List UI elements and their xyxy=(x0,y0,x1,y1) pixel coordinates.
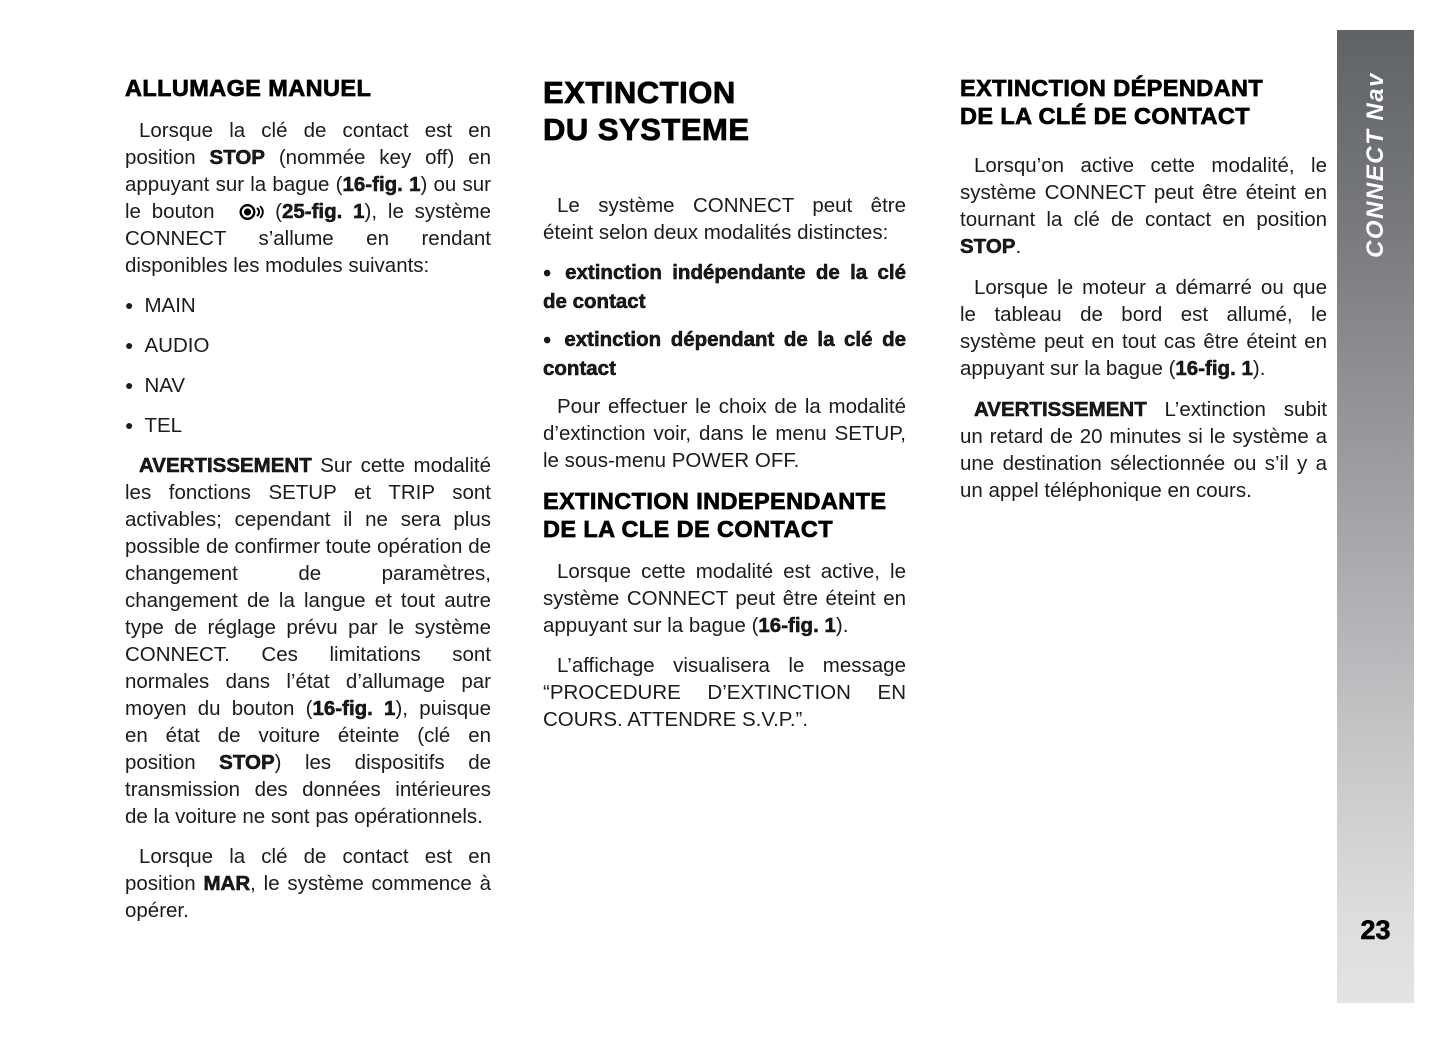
list-item-extinction-dependant: ● extinction dépendant de la clé de contact xyxy=(543,328,906,380)
paragraph-choix-modalite: Pour effectuer le choix de la modalité d’extinction voir, dans le menu SETUP, le sous-menu POWER OFF. xyxy=(543,395,906,472)
list-item-tel: ● TEL xyxy=(125,414,183,437)
column-extinction-dependant xyxy=(960,74,1327,517)
section-heading-extinction-du-systeme: EXTINCTION DU SYSTEME xyxy=(543,75,750,147)
section-heading-extinction-dependant: EXTINCTION DÉPENDANT DE LA CLÉ DE CONTACT xyxy=(960,75,1264,129)
bullet-icon: ● xyxy=(125,377,134,393)
bullet-icon: ● xyxy=(125,417,134,433)
list-item-nav: ● NAV xyxy=(125,374,186,397)
paragraph-cle-mar: Lorsque la clé de contact est en position MAR, le système commence à opérer. xyxy=(125,845,491,922)
paragraph-deux-modalites: Le système CONNECT peut être éteint selon deux modalités distinctes: xyxy=(543,194,906,244)
paragraph-moteur-demarre: Lorsque le moteur a démarré ou que le tableau de bord est allumé, le système peut en tout cas être éteint en appuyant sur la bague (16-fig. 1). xyxy=(960,276,1327,380)
paragraph-message-affichage: L’affichage visualisera le message “PROCEDURE D’EXTINCTION EN COURS. ATTENDRE S.V.P.”. xyxy=(543,654,906,731)
paragraph-tournant-cle: Lorsqu’on active cette modalité, le système CONNECT peut être éteint en tournant la clé de contact en position STOP. xyxy=(960,154,1327,258)
bullet-icon: ● xyxy=(125,337,134,353)
bullet-icon: ● xyxy=(543,331,556,347)
side-tab-label: CONNECT Nav xyxy=(1361,72,1389,258)
section-heading-extinction-independante: EXTINCTION INDEPENDANTE DE LA CLE DE CONTACT xyxy=(543,488,887,542)
paragraph-avertissement-modalite: AVERTISSEMENT Sur cette modalité les fonctions SETUP et TRIP sont activables; cependant il ne sera plus possible de confirmer toute opération de changement de paramètres, changement de la langue et tout autre type de réglage prévu par le système CONNECT. Ces limitations sont normales dans l’état d’allumage par moyen du bouton (16-fig. 1), puisque en état de voiture éteinte (clé en position STOP) les dispositifs de transmission des données intérieures de la voiture ne sont pas opérationnels. xyxy=(125,454,492,828)
page-number: 23 xyxy=(1360,915,1391,945)
column-allumage-manuel xyxy=(125,74,491,937)
side-tab xyxy=(1337,30,1414,1003)
list-item-extinction-independante: ● extinction indépendante de la clé de contact xyxy=(543,261,906,313)
list-item-audio: ● AUDIO xyxy=(125,334,210,357)
paragraph-avertissement-retard: AVERTISSEMENT L’extinction subit un retard de 20 minutes si le système a une destination sélectionnée ou s’il y a un appel téléphonique en cours. xyxy=(960,398,1327,502)
paragraph-modalite-active: Lorsque cette modalité est active, le système CONNECT peut être éteint en appuyant sur la bague (16-fig. 1). xyxy=(543,560,906,637)
volume-knob-icon xyxy=(225,202,264,221)
list-item-main: ● MAIN xyxy=(125,294,196,317)
bullet-icon: ● xyxy=(543,264,557,280)
column-extinction-du-systeme xyxy=(543,74,906,746)
paragraph-allumage-intro: Lorsque la clé de contact est en position STOP (nommée key off) en appuyant sur la bague (16-fig. 1) ou sur le bouton (25-fig. 1), le système CONNECT s’allume en rendant disponibles les modules suivants: xyxy=(125,119,492,277)
section-heading-allumage-manuel: ALLUMAGE MANUEL xyxy=(125,75,372,101)
bullet-icon: ● xyxy=(125,297,134,313)
